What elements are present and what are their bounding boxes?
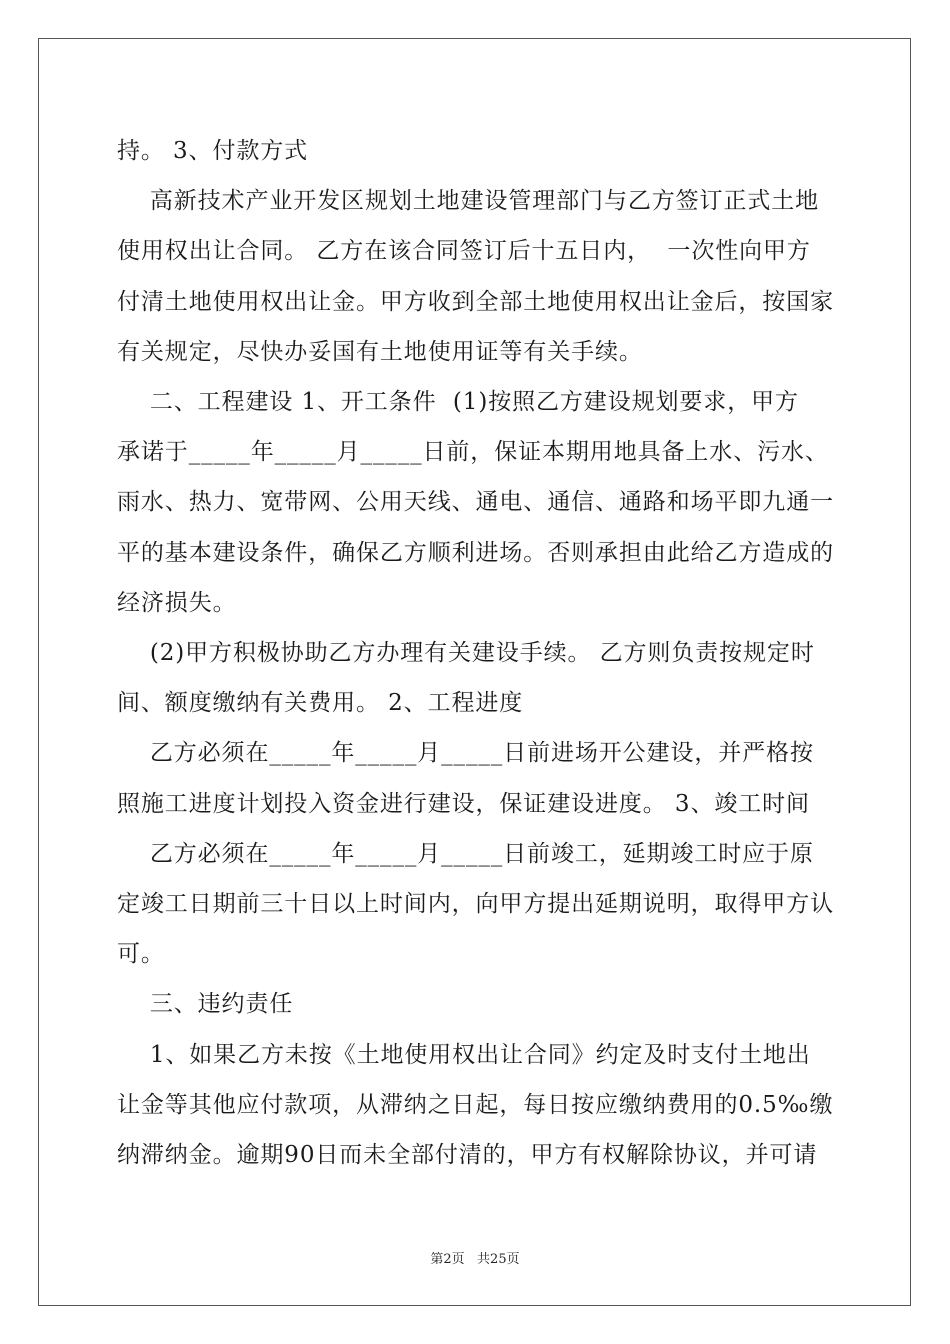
text-line: (2)甲方积极协助乙方办理有关建设手续。 乙方则负责按规定时 <box>117 640 815 667</box>
text-line: 三、违约责任 <box>117 991 294 1018</box>
text-line: 间、额度缴纳有关费用。 2、工程进度 <box>117 690 524 717</box>
text-line: 持。 3、付款方式 <box>117 138 309 164</box>
page-footer: 第2页 共25页 <box>430 1252 520 1267</box>
text-line: 经济损失。 <box>117 589 237 616</box>
text-line: 有关规定，尽快办妥国有土地使用证等有关手续。 <box>117 338 643 365</box>
text-line: 乙方必须在_____年_____月_____日前进场开公建设，并严格按 <box>117 740 814 767</box>
text-line: 承诺于_____年_____月_____日前，保证本期用地具备上水、污水、 <box>117 439 829 466</box>
text-line: 1、如果乙方未按《土地使用权出让合同》约定及时支付土地出 <box>117 1041 811 1068</box>
text-line: 付清土地使用权出让金。甲方收到全部土地使用权出让金后，按国家 <box>117 288 834 315</box>
text-line: 平的基本建设条件，确保乙方顺利进场。否则承担由此给乙方造成的 <box>117 539 834 566</box>
text-line: 可。 <box>117 941 165 968</box>
text-line: 定竣工日期前三十日以上时间内，向甲方提出延期说明，取得甲方认 <box>117 891 834 918</box>
text-line: 二、工程建设 1、开工条件 (1)按照乙方建设规划要求，甲方 <box>117 389 799 416</box>
text-line: 雨水、热力、宽带网、公用天线、通电、通信、通路和场平即九通一 <box>117 489 834 516</box>
text-line: 照施工进度计划投入资金进行建设，保证建设进度。 3、竣工时间 <box>117 790 810 817</box>
text-line: 乙方必须在_____年_____月_____日前竣工，延期竣工时应于原 <box>117 840 814 867</box>
text-line: 使用权出让合同。 乙方在该合同签订后十五日内， 一次性向甲方 <box>117 238 811 265</box>
text-line: 高新技术产业开发区规划土地建设管理部门与乙方签订正式土地 <box>117 188 820 215</box>
text-line: 让金等其他应付款项，从滞纳之日起，每日按应缴纳费用的0.5‰缴 <box>117 1091 834 1118</box>
document-body <box>117 126 833 1180</box>
text-line: 纳滞纳金。逾期90日而未全部付清的，甲方有权解除协议，并可请 <box>117 1142 818 1169</box>
